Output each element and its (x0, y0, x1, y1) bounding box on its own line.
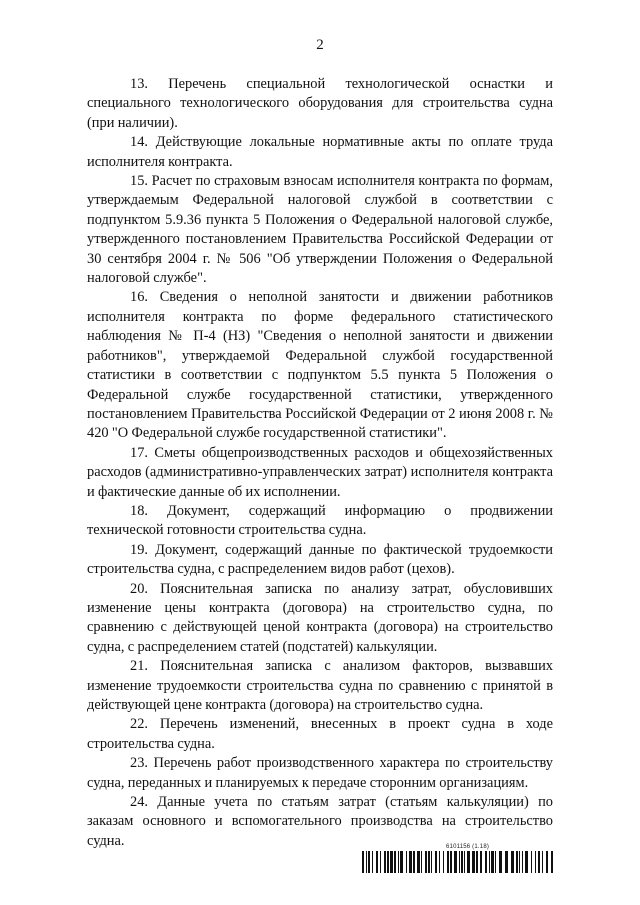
paragraph-17: 17. Сметы общепроизводственных расходов и общехозяйственных расходов (административно-управленческих затрат) исполнителя контракта и фактические данные об их исполнении. (87, 444, 553, 500)
paragraph-15: 15. Расчет по страховым взносам исполнителя контракта по формам, утверждаемым Федеральной налоговой службой в соответствии с подпунктом 5.9.36 пункта 5 Положения о Федеральной налоговой службе, утвержденного постановлением Правительства Российской Федерации от 30 сентября 2004 г. № 506 "Об утверждении Положения о Федеральной налоговой службе". (87, 173, 553, 287)
page-number: 2 (316, 37, 324, 53)
paragraph-18: 18. Документ, содержащий информацию о продвижении технической готовности строительства судна. (87, 502, 553, 539)
paragraph-23: 23. Перечень работ производственного характера по строительству судна, переданных и планируемых к передаче сторонним организациям. (87, 755, 553, 791)
paragraph-19: 19. Документ, содержащий данные по фактической трудоемкости строительства судна, с распределением видов работ (цехов). (87, 541, 553, 578)
paragraph-13: 13. Перечень специальной технологической оснастки и специального технологического оборудования для строительства судна (при наличии). (87, 76, 553, 131)
barcode (362, 851, 554, 873)
paragraph-21: 21. Пояснительная записка с анализом факторов, вызвавших изменение трудоемкости строительства судна по сравнению с принятой в действующей цене контракта (договора) на строительство судна. (87, 658, 553, 713)
form-code: 6101156 (1.18) (446, 844, 490, 850)
paragraph-24: 24. Данные учета по статьям затрат (статьям калькуляции) по заказам основного и вспомогательного производства на строительство судна. (87, 794, 553, 849)
paragraph-22: 22. Перечень изменений, внесенных в проект судна в ходе строительства судна. (87, 716, 553, 752)
paragraph-16: 16. Сведения о неполной занятости и движении работников исполнителя контракта по форме федерального статистического наблюдения № П-4 (НЗ) "Сведения о неполной занятости и движении работников", утверждаемой Федеральной службой государственной статистики в соответствии с подпунктом 5.5 пункта 5 Положения о Федеральной службе государственной статистики, утвержденного постановлением Правительства Российской Федерации от 2 июня 2008 г. № 420 "О Федеральной службе государственной статистики". (87, 289, 553, 442)
document-body (87, 75, 553, 851)
paragraph-20: 20. Пояснительная записка по анализу затрат, обусловивших изменение цены контракта (договора) на строительство судна, по сравнению с действующей ценой контракта (договора) на строительство судна, с распределением статей (подстатей) калькуляции. (87, 580, 553, 655)
paragraph-14: 14. Действующие локальные нормативные акты по оплате труда исполнителя контракта. (87, 134, 553, 170)
